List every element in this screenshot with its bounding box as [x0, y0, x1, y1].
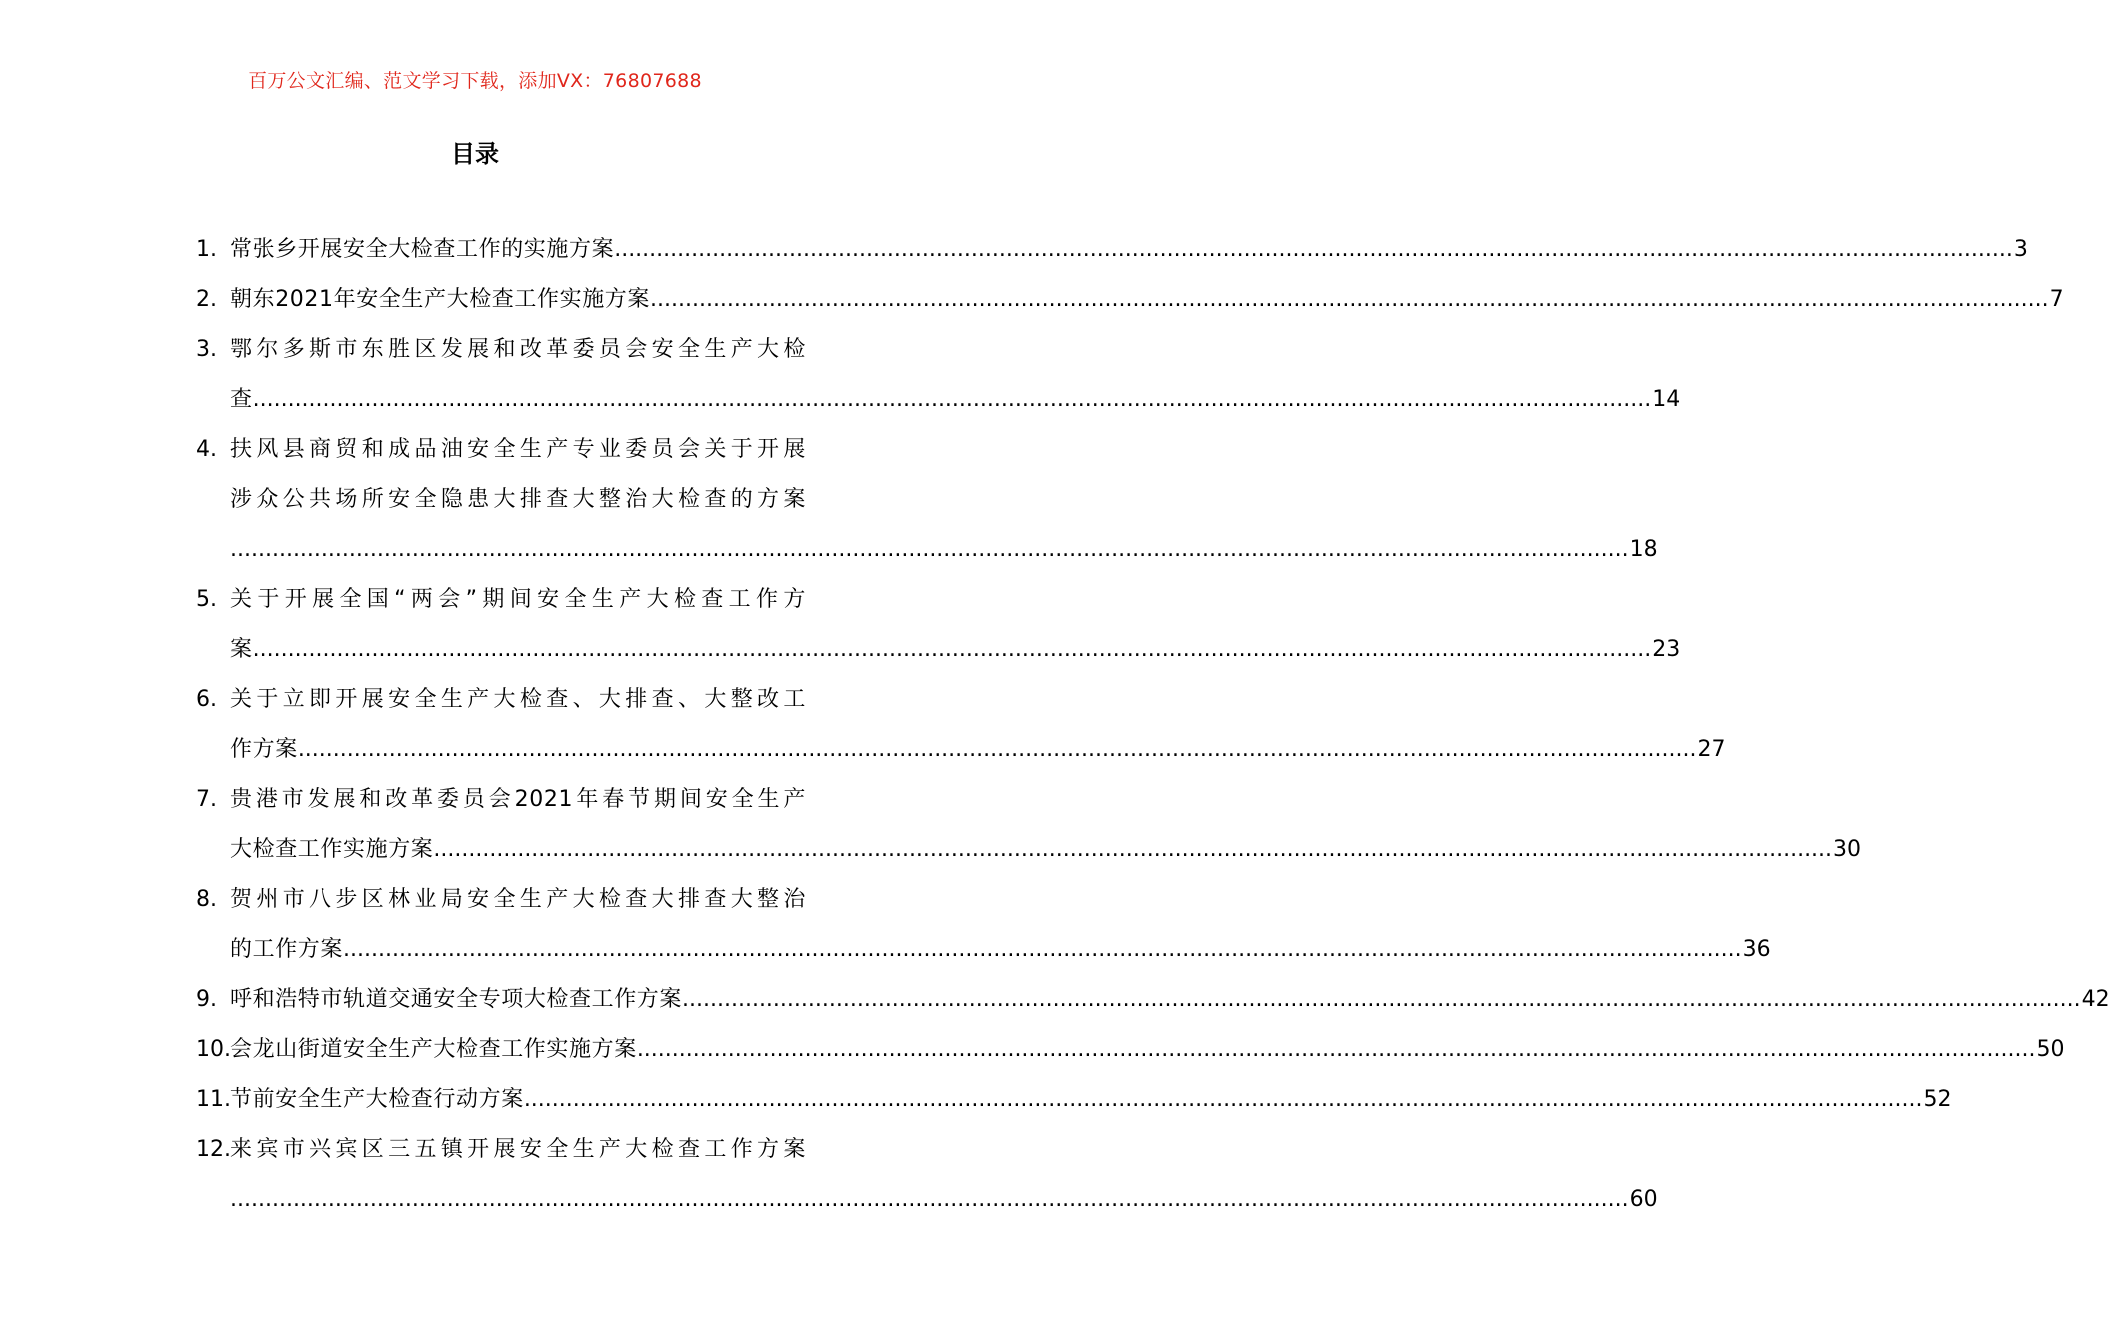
toc-entry-body: [230, 775, 1862, 875]
toc-entry-number: 9.: [196, 987, 217, 1012]
toc-entry[interactable]: [196, 1075, 1952, 1125]
dot-leader: [524, 1075, 1923, 1125]
toc-entry-number: 12.: [196, 1137, 231, 1162]
page-title: 目录: [451, 140, 499, 168]
dot-leader: [650, 275, 2049, 325]
dot-leader: [433, 825, 1832, 875]
toc-entry-number: 1.: [196, 237, 217, 262]
toc-entry-page-number: 52: [1923, 1087, 1952, 1112]
toc-entry-last-line: [230, 625, 1681, 675]
toc-entry-number: 10.: [196, 1037, 231, 1062]
toc-entry-number: 8.: [196, 887, 217, 912]
toc-entry-body: [230, 1125, 1658, 1225]
toc-entry-title-line: 来宾市兴宾区三五镇开展安全生产大检查工作方案: [230, 1137, 806, 1162]
toc-entry-title: 会龙山街道安全生产大检查工作实施方案: [230, 1037, 637, 1062]
toc-entry-last-line: [230, 1175, 1658, 1225]
toc-entry-last-line: [230, 525, 1658, 575]
toc-entry[interactable]: [196, 225, 2028, 275]
toc-entry[interactable]: [196, 425, 1658, 575]
toc-entry-page-number: 14: [1652, 387, 1681, 412]
toc-entry[interactable]: [196, 775, 1862, 875]
toc-entry-page-number: 7: [2049, 287, 2064, 312]
dot-leader: [230, 525, 1629, 575]
dot-leader: [253, 375, 1652, 425]
toc-entry-page-number: 60: [1629, 1187, 1658, 1212]
toc-entry-number: 3.: [196, 337, 217, 362]
toc-entry-last-line: [230, 1025, 2065, 1075]
toc-entry-number: 11.: [196, 1087, 231, 1112]
dot-leader: [614, 225, 2013, 275]
toc-entry-last-line: [230, 275, 2064, 325]
toc-entry-title-line: 扶风县商贸和成品油安全生产专业委员会关于开展: [230, 437, 806, 462]
toc-entry-number: 2.: [196, 287, 217, 312]
toc-entry-last-line: [230, 725, 1726, 775]
toc-entry-title-line: 贺州市八步区林业局安全生产大检查大排查大整治: [230, 887, 806, 912]
toc-entry-body: [230, 275, 2064, 325]
toc-entry-body: [230, 975, 2110, 1025]
toc-entry-title-line: 关于开展全国“两会”期间安全生产大检查工作方: [230, 587, 806, 612]
toc-entry-title: 呼和浩特市轨道交通安全专项大检查工作方案: [230, 987, 683, 1012]
dot-leader: [298, 725, 1697, 775]
dot-leader: [682, 975, 2081, 1025]
toc-entry-body: [230, 575, 1681, 675]
dot-leader: [343, 925, 1742, 975]
dot-leader: [637, 1025, 2036, 1075]
toc-entry-last-line: [230, 225, 2028, 275]
toc-entry-title-line: 关于立即开展安全生产大检查、大排查、大整改工: [230, 687, 806, 712]
toc-entry-last-line: [230, 375, 1681, 425]
toc-entry-page-number: 27: [1697, 737, 1726, 762]
toc-entry-page-number: 36: [1742, 937, 1771, 962]
toc-entry[interactable]: [196, 675, 1726, 775]
toc-entry-number: 7.: [196, 787, 217, 812]
toc-entry-body: [230, 425, 1658, 575]
toc-entry-last-line: [230, 925, 1771, 975]
toc-entry-body: [230, 225, 2028, 275]
toc-entry-title: 的工作方案: [230, 937, 344, 962]
toc-entry-last-line: [230, 825, 1862, 875]
toc-entry-title: 朝东2021年安全生产大检查工作实施方案: [230, 287, 650, 312]
toc-entry-body: [230, 1025, 2065, 1075]
toc-entry[interactable]: [196, 875, 1771, 975]
table-of-contents: [196, 225, 2110, 1225]
toc-entry-number: 5.: [196, 587, 217, 612]
toc-entry[interactable]: [196, 1025, 2065, 1075]
toc-entry-title: 案: [230, 637, 253, 662]
toc-entry-body: [230, 875, 1771, 975]
toc-entry-title-line: 鄂尔多斯市东胜区发展和改革委员会安全生产大检: [230, 337, 806, 362]
toc-entry-page-number: 3: [2013, 237, 2028, 262]
toc-entry[interactable]: [196, 325, 1681, 425]
toc-entry-title-line: 贵港市发展和改革委员会2021年春节期间安全生产: [230, 787, 806, 812]
header-note: 百万公文汇编、范文学习下载，添加VX：76807688: [248, 70, 702, 92]
toc-entry-last-line: [230, 1075, 1952, 1125]
toc-entry-page-number: 30: [1833, 837, 1862, 862]
toc-entry-last-line: [230, 975, 2110, 1025]
toc-entry-title-line: 涉众公共场所安全隐患大排查大整治大检查的方案: [230, 487, 806, 512]
toc-entry-page-number: 42: [2081, 987, 2110, 1012]
toc-entry[interactable]: [196, 1125, 1658, 1225]
toc-entry-page-number: 18: [1629, 537, 1658, 562]
dot-leader: [253, 625, 1652, 675]
toc-entry[interactable]: [196, 575, 1681, 675]
toc-entry[interactable]: [196, 975, 2110, 1025]
toc-entry-title: 常张乡开展安全大检查工作的实施方案: [230, 237, 615, 262]
dot-leader: [230, 1175, 1629, 1225]
toc-entry-title: 节前安全生产大检查行动方案: [230, 1087, 524, 1112]
toc-entry-body: [230, 325, 1681, 425]
toc-entry-page-number: 23: [1652, 637, 1681, 662]
toc-entry-title: 作方案: [230, 737, 298, 762]
toc-entry-number: 6.: [196, 687, 217, 712]
toc-entry-body: [230, 1075, 1952, 1125]
toc-entry-title: 查: [230, 387, 253, 412]
toc-entry-body: [230, 675, 1726, 775]
toc-entry-page-number: 50: [2036, 1037, 2065, 1062]
toc-entry-title: 大检查工作实施方案: [230, 837, 434, 862]
toc-entry[interactable]: [196, 275, 2064, 325]
toc-entry-number: 4.: [196, 437, 217, 462]
